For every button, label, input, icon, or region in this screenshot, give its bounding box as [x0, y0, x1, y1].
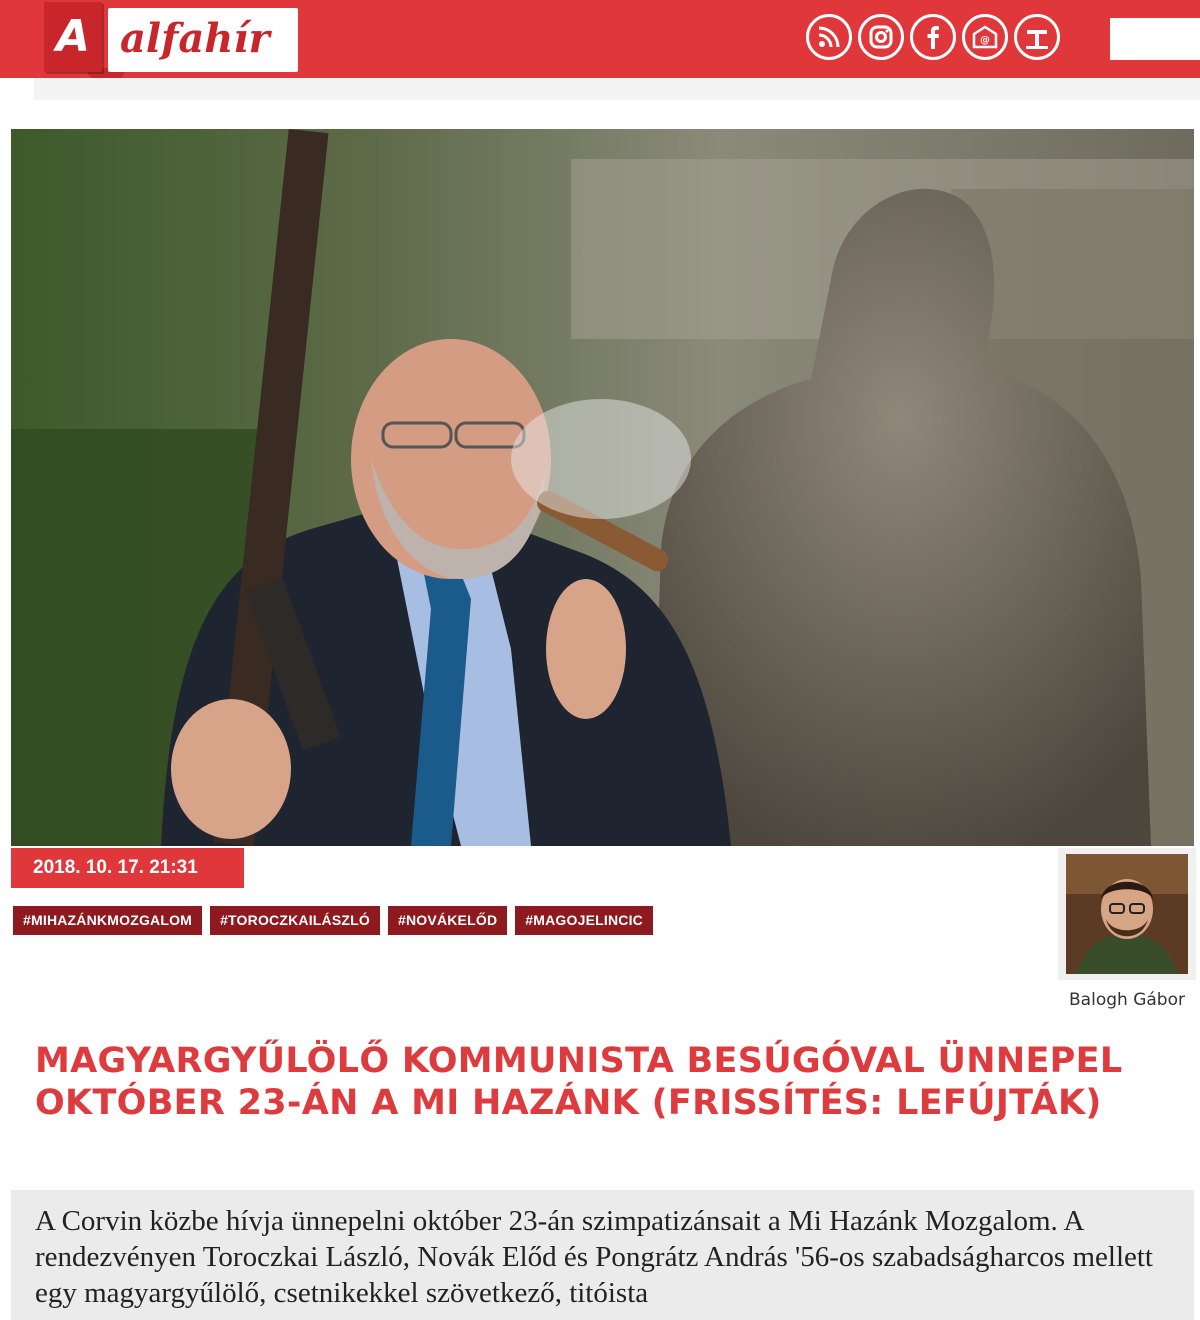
site-header	[0, 0, 1200, 78]
tag-list	[13, 906, 653, 935]
author-name[interactable]: Balogh Gábor	[1069, 990, 1185, 1010]
article-lead: A Corvin közbe hívja ünnepelni október 23-án szimpatizánsait a Mi Hazánk Mozgalom. A rendezvényen Toroczkai László, Novák Előd és Pongrátz András '56-os szabadságharcos mellett egy magyargyűlölő, csetnikekkel szövetkező, titóista	[35, 1205, 1153, 1309]
tag-link[interactable]: #NOVÁKELŐD	[388, 906, 507, 935]
logo-text: alfahír	[120, 15, 270, 62]
article-title: MAGYARGYŰLÖLŐ KOMMUNISTA BESÚGÓVAL ÜNNEPEL OKTÓBER 23-ÁN A MI HAZÁNK (FRISSÍTÉS: LEFÚJTÁK)	[35, 1041, 1123, 1123]
tag-link[interactable]: #TOROCZKAILÁSZLÓ	[210, 906, 380, 935]
article-hero-image	[11, 129, 1194, 846]
instagram-icon[interactable]	[858, 14, 904, 60]
search-input[interactable]	[1110, 18, 1200, 60]
navigation-bar	[34, 78, 1200, 100]
tag-link[interactable]: #MIHAZÁNKMOZGALOM	[13, 906, 202, 935]
tv-icon[interactable]	[1014, 14, 1060, 60]
logo-letter: A	[44, 2, 102, 72]
tag-link[interactable]: #MAGOJELINCIC	[515, 906, 653, 935]
rss-icon[interactable]	[806, 14, 852, 60]
author-avatar[interactable]	[1058, 848, 1196, 980]
article-date: 2018. 10. 17. 21:31	[11, 848, 244, 888]
facebook-icon[interactable]	[910, 14, 956, 60]
social-links	[806, 14, 1060, 60]
author-photo	[1066, 854, 1188, 974]
email-icon[interactable]	[962, 14, 1008, 60]
svg-text:@: @	[980, 35, 990, 46]
